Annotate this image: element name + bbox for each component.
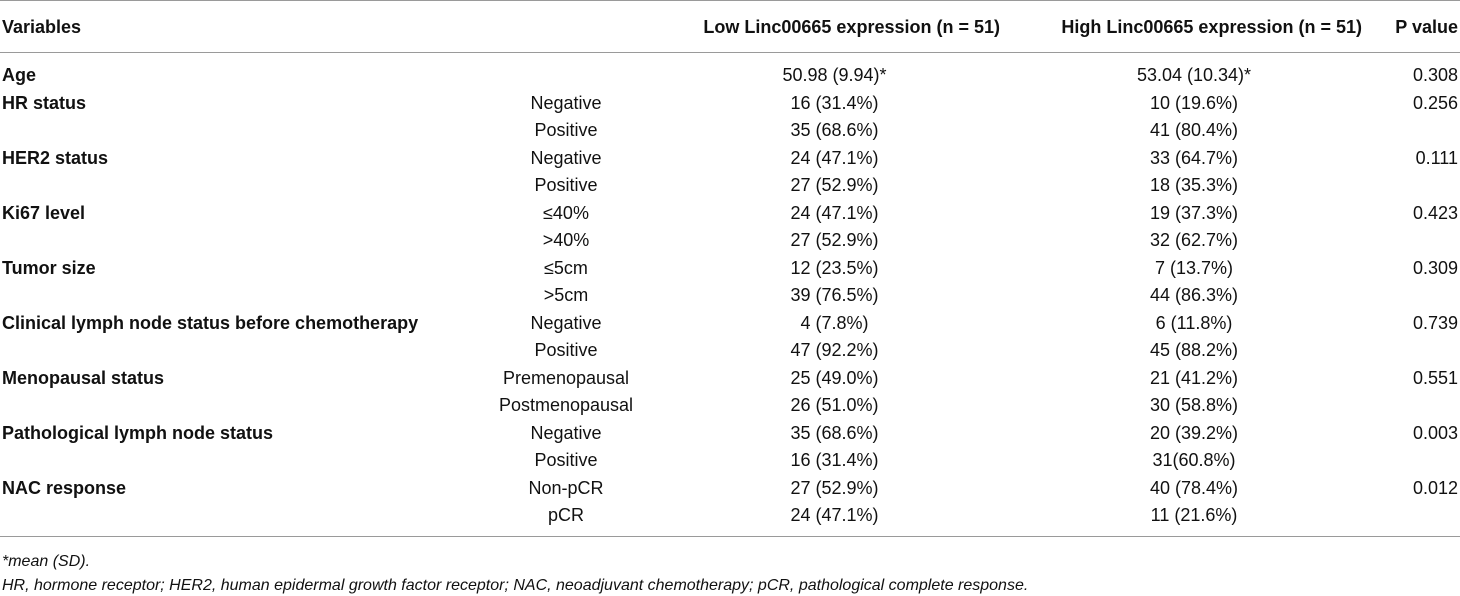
cell-category: ≤5cm xyxy=(544,257,588,278)
cell-low-expression: 47 (92.2%) xyxy=(790,340,879,360)
cell-high-expression: 20 (39.2%) xyxy=(1149,422,1239,443)
table-row xyxy=(0,447,1460,474)
cell-low-expression: 24 (47.1%) xyxy=(790,202,879,223)
cell-category: Negative xyxy=(530,312,602,333)
cell-category: Negative xyxy=(530,422,602,443)
header-p-value: P value xyxy=(1395,17,1458,37)
cell-category: pCR xyxy=(547,505,584,525)
cell-high-expression: 30 (58.8%) xyxy=(1149,395,1239,415)
cell-high-expression: 33 (64.7%) xyxy=(1149,147,1239,168)
cell-p-value: 0.012 xyxy=(1412,477,1458,498)
cell-high-expression: 45 (88.2%) xyxy=(1149,340,1239,360)
cell-category: >5cm xyxy=(543,285,589,305)
cell-high-expression: 6 (11.8%) xyxy=(1155,312,1233,333)
cell-p-value: 0.003 xyxy=(1412,422,1458,443)
footnote-abbreviations: HR, hormone receptor; HER2, human epidermal growth factor receptor; NAC, neoadjuvant chemotherapy; pCR, pathological complete response. xyxy=(2,577,1029,594)
table-row xyxy=(0,475,1460,502)
cell-p-value: 0.309 xyxy=(1412,257,1458,278)
table-row xyxy=(0,337,1460,364)
cell-low-expression: 24 (47.1%) xyxy=(790,147,879,168)
cell-low-expression: 35 (68.6%) xyxy=(790,120,879,140)
table-row xyxy=(0,200,1460,227)
table-top-rule xyxy=(0,0,1460,1)
cell-category: Negative xyxy=(530,92,602,113)
cell-variable: Clinical lymph node status before chemotherapy xyxy=(2,312,419,333)
cell-high-expression: 40 (78.4%) xyxy=(1149,477,1239,498)
cell-category: Postmenopausal xyxy=(498,395,634,415)
cell-category: ≤40% xyxy=(543,202,589,223)
cell-high-expression: 7 (13.7%) xyxy=(1154,257,1234,278)
cell-p-value: 0.423 xyxy=(1412,202,1458,223)
cell-variable: Pathological lymph node status xyxy=(2,422,274,443)
footnote-mean-sd: *mean (SD). xyxy=(2,553,91,570)
cell-variable: NAC response xyxy=(2,477,127,498)
cell-low-expression: 27 (52.9%) xyxy=(790,477,879,498)
cell-variable: Tumor size xyxy=(2,257,96,278)
cell-variable: HR status xyxy=(2,92,87,113)
cell-low-expression: 50.98 (9.94)* xyxy=(782,65,887,85)
cell-high-expression: 11 (21.6%) xyxy=(1150,505,1238,525)
table-row xyxy=(0,310,1460,337)
table-row xyxy=(0,172,1460,199)
cell-high-expression: 10 (19.6%) xyxy=(1149,92,1239,113)
header-high-expression: High Linc00665 expression (n = 51) xyxy=(1061,17,1362,37)
cell-high-expression: 32 (62.7%) xyxy=(1149,230,1239,250)
table-row xyxy=(0,502,1460,529)
cell-category: >40% xyxy=(542,230,590,250)
cell-low-expression: 12 (23.5%) xyxy=(790,257,879,278)
table-row xyxy=(0,392,1460,419)
table-row xyxy=(0,62,1460,89)
cell-p-value: 0.551 xyxy=(1412,367,1458,388)
table-header-rule xyxy=(0,52,1460,53)
cell-high-expression: 41 (80.4%) xyxy=(1149,120,1239,140)
cell-low-expression: 16 (31.4%) xyxy=(790,450,879,470)
header-variables: Variables xyxy=(2,17,82,37)
cell-low-expression: 4 (7.8%) xyxy=(800,312,869,333)
table-row xyxy=(0,365,1460,392)
cell-high-expression: 21 (41.2%) xyxy=(1149,367,1239,388)
table-row xyxy=(0,282,1460,309)
cell-high-expression: 18 (35.3%) xyxy=(1149,175,1239,195)
cell-low-expression: 25 (49.0%) xyxy=(790,367,879,388)
cell-p-value: 0.308 xyxy=(1412,65,1458,85)
header-low-expression: Low Linc00665 expression (n = 51) xyxy=(703,17,1000,37)
cell-high-expression: 19 (37.3%) xyxy=(1149,202,1239,223)
table-bottom-rule xyxy=(0,536,1460,537)
table-row xyxy=(0,117,1460,144)
table-row xyxy=(0,255,1460,282)
cell-low-expression: 27 (52.9%) xyxy=(790,230,879,250)
cell-low-expression: 24 (47.1%) xyxy=(790,505,879,525)
cell-category: Positive xyxy=(534,175,598,195)
cell-high-expression: 44 (86.3%) xyxy=(1149,285,1239,305)
table-row xyxy=(0,420,1460,447)
cell-category: Positive xyxy=(534,120,598,140)
cell-variable: HER2 status xyxy=(2,147,109,168)
table-row xyxy=(0,90,1460,117)
cell-category: Negative xyxy=(530,147,602,168)
table-row xyxy=(0,227,1460,254)
cell-p-value: 0.256 xyxy=(1412,92,1458,113)
cell-category: Non-pCR xyxy=(528,477,604,498)
cell-low-expression: 26 (51.0%) xyxy=(790,395,879,415)
cell-variable: Age xyxy=(2,65,37,85)
cell-high-expression: 31(60.8%) xyxy=(1152,450,1236,470)
cell-low-expression: 35 (68.6%) xyxy=(790,422,879,443)
cell-variable: Menopausal status xyxy=(2,367,165,388)
table-row xyxy=(0,145,1460,172)
table-header-row xyxy=(0,13,1460,41)
cell-high-expression: 53.04 (10.34)* xyxy=(1136,65,1252,85)
cell-p-value: 0.739 xyxy=(1412,312,1458,333)
cell-category: Premenopausal xyxy=(502,367,630,388)
cell-variable: Ki67 level xyxy=(2,202,86,223)
cell-category: Positive xyxy=(534,450,598,470)
cell-low-expression: 39 (76.5%) xyxy=(790,285,879,305)
cell-category: Positive xyxy=(534,340,598,360)
cell-low-expression: 27 (52.9%) xyxy=(790,175,879,195)
cell-p-value: 0.111 xyxy=(1415,147,1458,168)
cell-low-expression: 16 (31.4%) xyxy=(790,92,879,113)
